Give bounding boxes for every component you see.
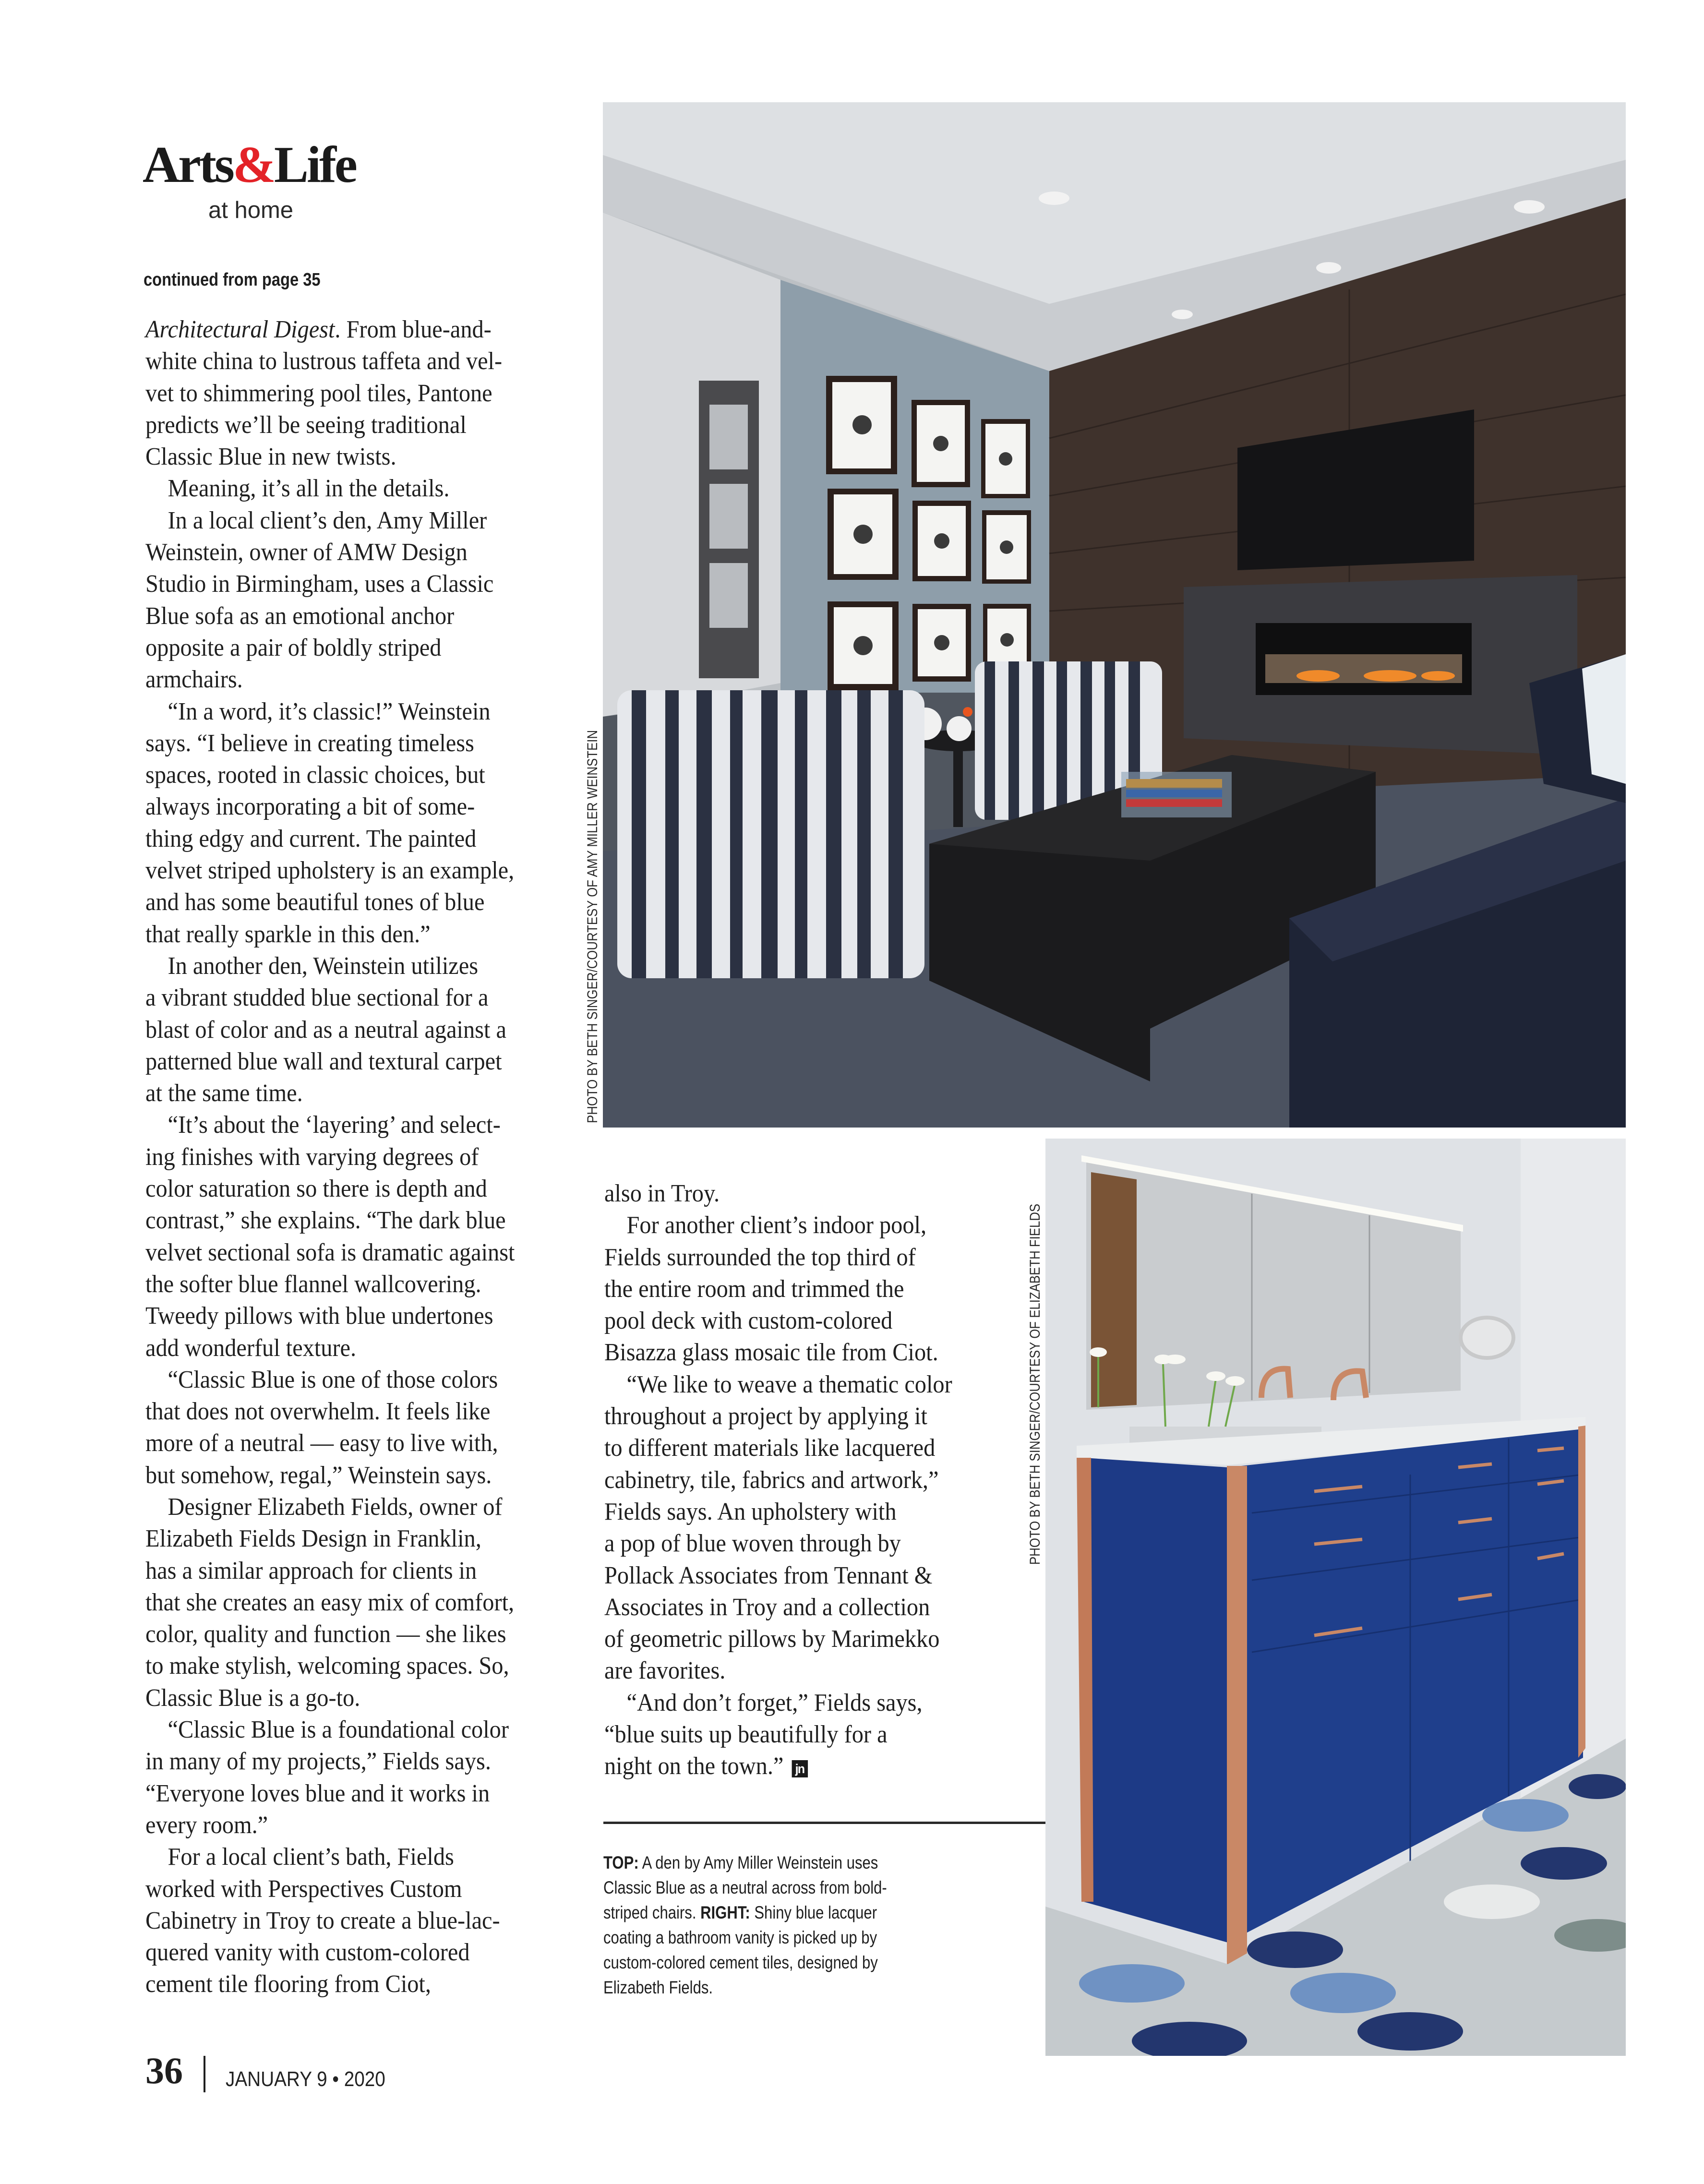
line-text: cement tile flooring from Ciot, [145, 1970, 431, 1998]
text-line [145, 473, 538, 504]
caption-text: striped chairs. [603, 1903, 701, 1922]
text-line [145, 1014, 538, 1046]
line-text: Fields surrounded the top third of [604, 1243, 916, 1271]
line-text: also in Troy. [604, 1180, 720, 1207]
line-text: Designer Elizabeth Fields, owner of [168, 1493, 503, 1521]
text-line [145, 1300, 538, 1332]
caption-line [603, 1875, 966, 1900]
line-text: the softer blue flannel wallcovering. [145, 1270, 481, 1298]
text-line [145, 1937, 538, 1968]
text-line [145, 1619, 538, 1650]
line-text: velvet sectional sofa is dramatic against [145, 1238, 515, 1266]
text-line [145, 1205, 538, 1236]
line-text: says. “I believe in creating timeless [145, 729, 474, 757]
line-text: predicts we’ll be seeing traditional [145, 411, 467, 439]
line-text: . From blue-and- [335, 316, 492, 343]
photo-credit-right: PHOTO BY BETH SINGER/COURTESY OF ELIZABETH FIELDS [1027, 1203, 1043, 1565]
copper-leg [1578, 1426, 1585, 1758]
makeup-mirror [1461, 1318, 1513, 1358]
continued-from-label: continued from page 35 [144, 270, 321, 290]
line-text: a vibrant studded blue sectional for a [145, 984, 489, 1012]
text-line [145, 1523, 538, 1555]
text-line [145, 1460, 538, 1491]
line-text: pool deck with custom-colored [604, 1307, 893, 1335]
end-of-story-icon: jn [792, 1760, 807, 1777]
line-text: worked with Perspectives Custom [145, 1875, 462, 1903]
text-line [604, 1273, 971, 1305]
copper-leg [1227, 1466, 1247, 1993]
text-line [145, 1173, 538, 1205]
text-line [145, 314, 538, 346]
text-line [145, 568, 538, 600]
line-text: Weinstein, owner of AMW Design [145, 539, 468, 566]
text-line [604, 1432, 971, 1464]
line-text: Pollack Associates from Tennant & [604, 1561, 933, 1589]
text-line [145, 1650, 538, 1682]
line-text: in many of my projects,” Fields says. [145, 1748, 491, 1776]
text-line [604, 1751, 971, 1782]
text-line [145, 600, 538, 632]
recessed-light [1039, 192, 1069, 205]
text-line [145, 1841, 538, 1873]
text-line [604, 1242, 971, 1273]
line-text: Meaning, it’s all in the details. [168, 475, 450, 503]
text-line [604, 1337, 971, 1368]
text-line [145, 696, 538, 728]
line-text: spaces, rooted in classic choices, but [145, 761, 485, 789]
page-number: 36 [145, 2050, 183, 2091]
text-line [145, 1555, 538, 1587]
line-text: For another client’s indoor pool, [626, 1212, 927, 1239]
caption-text: Shiny blue lacquer [750, 1903, 877, 1922]
text-line [604, 1369, 971, 1401]
line-text: add wonderful texture. [145, 1334, 357, 1362]
caption-line [603, 1950, 966, 1975]
text-line [145, 1078, 538, 1109]
line-text: a pop of blue woven through by [604, 1530, 901, 1558]
text-line [604, 1401, 971, 1432]
line-text: and has some beautiful tones of blue [145, 888, 485, 916]
text-line [604, 1464, 971, 1496]
text-line [145, 1269, 538, 1300]
line-text: Classic Blue in new twists. [145, 443, 396, 471]
line-text: contrast,” she explains. “The dark blue [145, 1207, 506, 1235]
text-line [604, 1687, 971, 1719]
line-text: Fields says. An upholstery with [604, 1498, 897, 1525]
line-text: more of a neutral — easy to live with, [145, 1429, 498, 1457]
article-column-1 [145, 314, 568, 2001]
photo-caption [603, 1850, 1035, 2000]
text-line [145, 1746, 538, 1777]
text-line [604, 1305, 971, 1337]
line-text: Bisazza glass mosaic tile from Ciot. [604, 1339, 938, 1367]
caption-text: Classic Blue as a neutral across from bold- [603, 1878, 887, 1897]
text-line [604, 1560, 971, 1592]
caption-text: custom-colored cement tiles, designed by [603, 1953, 878, 1972]
text-line [145, 346, 538, 377]
line-text: that she creates an easy mix of comfort, [145, 1588, 515, 1616]
caption-label: TOP: [603, 1853, 639, 1872]
line-text: patterned blue wall and textural carpet [145, 1047, 502, 1075]
den-photo [603, 102, 1626, 1128]
text-line [145, 1491, 538, 1523]
line-text: For a local client’s bath, Fields [168, 1843, 454, 1871]
text-line [145, 759, 538, 791]
line-text: blast of color and as a neutral against a [145, 1016, 506, 1044]
recessed-light [1172, 310, 1193, 319]
text-line [145, 1332, 538, 1364]
issue-date: JANUARY 9 • 2020 [226, 2067, 385, 2091]
line-text: “blue suits up beautifully for a [604, 1721, 888, 1749]
line-text: to different materials like lacquered [604, 1434, 936, 1462]
text-line [604, 1623, 971, 1655]
logo-life: Life [274, 136, 356, 193]
line-text: throughout a project by applying it [604, 1403, 927, 1430]
text-line [145, 537, 538, 568]
text-line [145, 1587, 538, 1619]
text-line [145, 728, 538, 759]
line-text: color saturation so there is depth and [145, 1175, 487, 1203]
line-text: cabinetry, tile, fabrics and artwork,” [604, 1466, 939, 1494]
footer-divider [204, 2056, 205, 2092]
line-text: In another den, Weinstein utilizes [168, 952, 479, 980]
text-line [145, 919, 538, 950]
photo-credit-top: PHOTO BY BETH SINGER/COURTESY OF AMY MILLER WEINSTEIN [585, 730, 600, 1123]
text-line [145, 1905, 538, 1937]
line-text: that really sparkle in this den.” [145, 920, 431, 948]
caption-label: RIGHT: [700, 1903, 750, 1922]
text-line [145, 632, 538, 664]
line-text: velvet striped upholstery is an example, [145, 857, 515, 885]
text-line [145, 855, 538, 887]
line-text: armchairs. [145, 666, 243, 694]
line-text: night on the town.” [604, 1752, 784, 1780]
line-text: of geometric pillows by Marimekko [604, 1625, 940, 1653]
line-text: are favorites. [604, 1657, 726, 1685]
section-logo [143, 136, 356, 193]
line-text: vet to shimmering pool tiles, Pantone [145, 379, 492, 407]
caption-line [603, 1925, 966, 1950]
text-line [145, 1778, 538, 1810]
line-text: the entire room and trimmed the [604, 1275, 904, 1303]
line-text: opposite a pair of boldly striped [145, 634, 442, 661]
line-text: “We like to weave a thematic color [626, 1370, 952, 1398]
text-line [145, 950, 538, 982]
line-text: Classic Blue is a go-to. [145, 1684, 360, 1712]
line-text: “And don’t forget,” Fields says, [626, 1689, 923, 1716]
text-line [145, 1428, 538, 1459]
text-line [604, 1210, 971, 1241]
caption-rule [603, 1822, 1045, 1824]
logo-arts: Arts [143, 136, 233, 193]
text-line [604, 1528, 971, 1560]
caption-line [603, 1975, 966, 2000]
text-line [145, 1141, 538, 1173]
section-subtitle: at home [208, 197, 294, 223]
striped-armchair [617, 690, 924, 978]
caption-text: Elizabeth Fields. [603, 1978, 713, 1997]
line-text: always incorporating a bit of some- [145, 793, 475, 821]
text-line [145, 1046, 538, 1078]
line-text: Blue sofa as an emotional anchor [145, 602, 455, 630]
caption-text: coating a bathroom vanity is picked up by [603, 1928, 877, 1947]
italic-title: Architectural Digest [145, 316, 335, 343]
text-line [145, 1109, 538, 1141]
text-line [145, 887, 538, 918]
text-line [145, 1714, 538, 1746]
text-line [145, 1873, 538, 1905]
line-text: “Everyone loves blue and it works in [145, 1779, 490, 1807]
text-line [604, 1592, 971, 1623]
text-line [604, 1655, 971, 1687]
line-text: ing finishes with varying degrees of [145, 1143, 479, 1171]
line-text: at the same time. [145, 1080, 303, 1107]
line-text: “Classic Blue is one of those colors [168, 1366, 498, 1393]
text-line [145, 1810, 538, 1841]
line-text: thing edgy and current. The painted [145, 825, 477, 852]
line-text: but somehow, regal,” Weinstein says. [145, 1461, 492, 1489]
logo-ampersand: & [232, 136, 274, 193]
line-text: to make stylish, welcoming spaces. So, [145, 1652, 509, 1680]
line-text: In a local client’s den, Amy Miller [168, 506, 487, 534]
line-text: Cabinetry in Troy to create a blue-lac- [145, 1907, 500, 1934]
line-text: white china to lustrous taffeta and vel- [145, 348, 503, 375]
line-text: has a similar approach for clients in [145, 1557, 477, 1584]
caption-line [603, 1900, 966, 1925]
text-line [145, 982, 538, 1014]
recessed-light [1514, 200, 1545, 214]
caption-line [603, 1850, 966, 1875]
line-text: Associates in Troy and a collection [604, 1593, 930, 1621]
line-text: every room.” [145, 1811, 268, 1839]
text-line [604, 1496, 971, 1528]
line-text: quered vanity with custom-colored [145, 1939, 470, 1967]
line-text: that does not overwhelm. It feels like [145, 1398, 491, 1426]
line-text: Elizabeth Fields Design in Franklin, [145, 1525, 481, 1553]
recessed-light [1316, 262, 1341, 274]
text-line [145, 1237, 538, 1269]
text-line [145, 1968, 538, 2000]
bathroom-vanity-photo [1045, 1139, 1626, 2056]
caption-text: A den by Amy Miller Weinstein uses [638, 1853, 878, 1872]
text-line [145, 1364, 538, 1396]
line-text: “Classic Blue is a foundational color [168, 1716, 509, 1744]
text-line [145, 1682, 538, 1714]
article-column-2 [604, 1178, 998, 1783]
text-line [145, 505, 538, 537]
line-text: “In a word, it’s classic!” Weinstein [168, 697, 491, 725]
text-line [145, 664, 538, 696]
line-text: Studio in Birmingham, uses a Classic [145, 570, 494, 598]
text-line [145, 1396, 538, 1428]
line-text: Tweedy pillows with blue undertones [145, 1302, 493, 1330]
text-line [145, 791, 538, 823]
text-line [604, 1178, 971, 1210]
text-line [145, 409, 538, 441]
text-line [145, 823, 538, 855]
text-line [145, 378, 538, 409]
line-text: color, quality and function — she likes [145, 1620, 506, 1648]
text-line [145, 441, 538, 473]
text-line [604, 1719, 971, 1751]
blue-vanity-side [1084, 1458, 1228, 1943]
line-text: “It’s about the ‘layering’ and select- [168, 1111, 501, 1139]
